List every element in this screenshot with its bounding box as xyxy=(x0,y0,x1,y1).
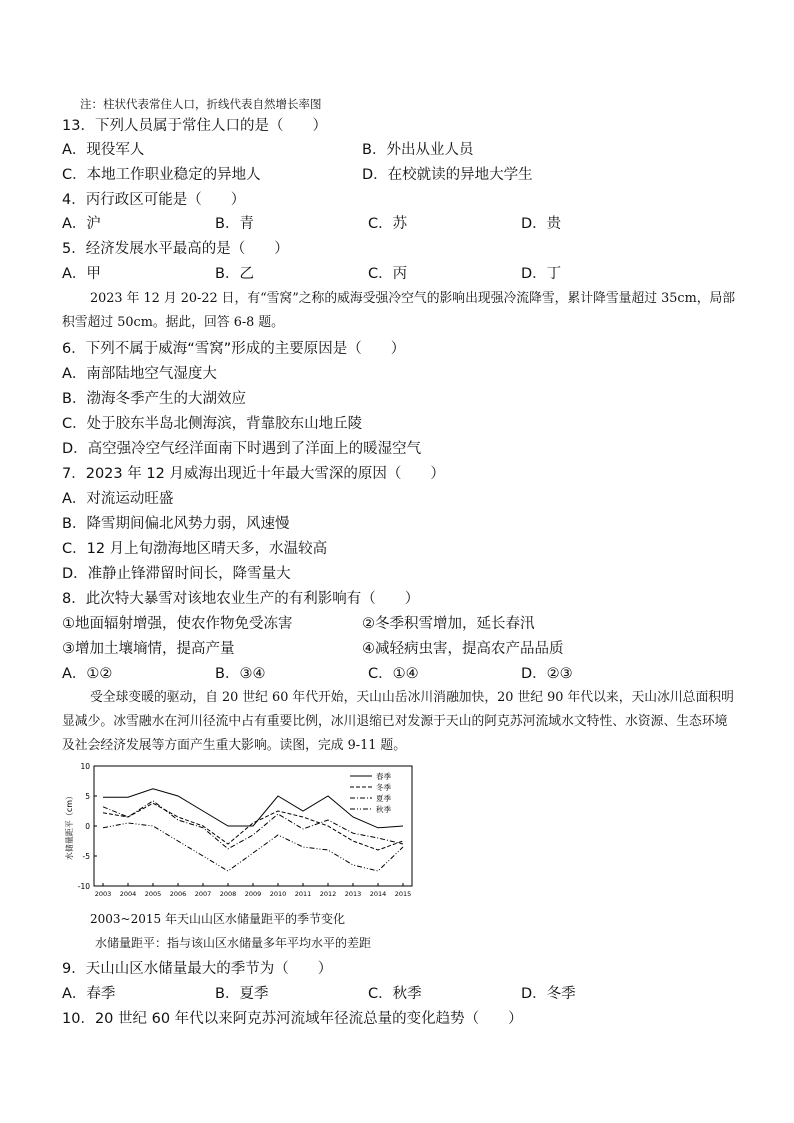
item-1: ①地面辐射增强，使农作物免受冻害 xyxy=(62,616,293,632)
option-a[interactable]: A．南部陆地空气湿度大 xyxy=(62,366,217,382)
x-tick-label: 2011 xyxy=(294,890,312,898)
question-5-options xyxy=(62,264,674,284)
option-d[interactable]: D．②③ xyxy=(521,666,573,682)
option-c[interactable]: C．丙 xyxy=(368,266,408,282)
y-tick-label: 5 xyxy=(85,792,90,801)
question-9-stem: 9．天山山区水储量最大的季节为（ ） xyxy=(62,961,333,977)
option-b[interactable]: B．乙 xyxy=(215,266,254,282)
option-a[interactable]: A．①② xyxy=(62,666,113,682)
option-c[interactable]: C．①④ xyxy=(368,666,419,682)
option-b[interactable]: B．③④ xyxy=(215,666,266,682)
option-d[interactable]: D．丁 xyxy=(521,266,562,282)
question-8-items-row2 xyxy=(62,639,662,659)
x-tick-label: 2015 xyxy=(394,890,412,898)
option-a[interactable]: A．对流运动旺盛 xyxy=(62,491,174,507)
x-tick-label: 2014 xyxy=(369,890,387,898)
option-c[interactable]: C．秋季 xyxy=(368,986,422,1002)
option-c[interactable]: C．本地工作职业稳定的异地人 xyxy=(62,167,261,183)
question-4-stem: 4．丙行政区可能是（ ） xyxy=(62,192,246,208)
question-6-stem: 6．下列不属于威海“雪窝”形成的主要原因是（ ） xyxy=(62,341,406,357)
option-a[interactable]: A．甲 xyxy=(62,266,101,282)
x-tick-label: 2003 xyxy=(94,890,112,898)
question-13-stem: 13．下列人员属于常住人口的是（ ） xyxy=(62,118,327,134)
series-line-3 xyxy=(103,801,403,849)
option-d[interactable]: D．在校就读的异地大学生 xyxy=(362,167,533,183)
option-d[interactable]: D．贵 xyxy=(521,216,562,232)
option-c[interactable]: C．苏 xyxy=(368,216,408,232)
x-tick-label: 2007 xyxy=(194,890,212,898)
y-tick-label: -5 xyxy=(82,852,90,861)
item-4: ④减轻病虫害，提高农产品品质 xyxy=(362,641,564,657)
x-tick-label: 2005 xyxy=(144,890,162,898)
y-tick-label: -10 xyxy=(77,882,90,891)
item-3: ③增加土壤墒情，提高产量 xyxy=(62,641,235,657)
x-tick-label: 2012 xyxy=(319,890,337,898)
chart-caption: 2003~2015 年天山山区水储量距平的季节变化 xyxy=(90,912,345,926)
option-c[interactable]: C．处于胶东半岛北侧海滨，背靠胶东山地丘陵 xyxy=(62,416,363,432)
option-b[interactable]: B．渤海冬季产生的大湖效应 xyxy=(62,391,246,407)
question-13-options-row2 xyxy=(62,165,662,185)
question-8-items-row1 xyxy=(62,614,662,634)
option-b[interactable]: B．夏季 xyxy=(215,986,269,1002)
water-storage-chart xyxy=(62,760,422,902)
question-4-options xyxy=(62,214,674,234)
x-tick-label: 2009 xyxy=(244,890,262,898)
question-10-stem: 10．20 世纪 60 年代以来阿克苏河流域年径流总量的变化趋势（ ） xyxy=(62,1011,523,1027)
figure-note: 注：柱状代表常住人口，折线代表自然增长率图 xyxy=(80,97,322,111)
option-a[interactable]: A．沪 xyxy=(62,216,101,232)
option-b[interactable]: B．降雪期间偏北风势力弱，风速慢 xyxy=(62,516,290,532)
question-13-options-row1 xyxy=(62,140,662,160)
y-tick-label: 0 xyxy=(85,822,90,831)
x-tick-label: 2013 xyxy=(344,890,362,898)
option-c[interactable]: C．12 月上旬渤海地区晴天多，水温较高 xyxy=(62,541,328,557)
option-d[interactable]: D．冬季 xyxy=(521,986,576,1002)
question-5-stem: 5．经济发展水平最高的是（ ） xyxy=(62,241,289,257)
x-tick-label: 2006 xyxy=(169,890,187,898)
question-9-options xyxy=(62,984,674,1004)
passage-tianshan-glacier: 受全球变暖的驱动，自 20 世纪 60 年代开始，天山山岳冰川消融加快，20 世纪 90 年代以来，天山冰川总面积明显减少。冰雪融水在河川径流中占有重要比例，冰川退缩已对发源于天山的阿克苏河流域水文特性、水资源、生态环境及社会经济发展等方面产生重大影响。读图，完成 9-11 题。 xyxy=(62,690,734,753)
passage-snowfall: 2023 年 12 月 20-22 日，有“雪窝”之称的威海受强冷空气的影响出现强冷流降雪，累计降雪量超过 35cm，局部积雪超过 50cm。据此，回答 6-8 题。 xyxy=(62,291,736,330)
x-tick-label: 2010 xyxy=(269,890,287,898)
legend-label: 秋季 xyxy=(376,805,391,814)
series-line-4 xyxy=(103,823,403,871)
legend-label: 夏季 xyxy=(376,794,391,803)
x-tick-label: 2008 xyxy=(219,890,237,898)
option-d[interactable]: D．准静止锋滞留时间长，降雪量大 xyxy=(62,566,291,582)
item-2: ②冬季积雪增加，延长春汛 xyxy=(362,616,535,632)
option-a[interactable]: A．现役军人 xyxy=(62,142,145,158)
question-8-options xyxy=(62,664,674,684)
question-8-stem: 8．此次特大暴雪对该地农业生产的有利影响有（ ） xyxy=(62,591,420,607)
option-d[interactable]: D．高空强冷空气经洋面南下时遇到了洋面上的暖湿空气 xyxy=(62,441,422,457)
chart-note: 水储量距平：指与该山区水储量多年平均水平的差距 xyxy=(95,936,372,950)
option-b[interactable]: B．青 xyxy=(215,216,254,232)
x-tick-label: 2004 xyxy=(119,890,137,898)
legend-label: 春季 xyxy=(376,772,391,781)
question-7-stem: 7．2023 年 12 月威海出现近十年最大雪深的原因（ ） xyxy=(62,466,445,482)
series-line-1 xyxy=(103,789,403,828)
option-b[interactable]: B．外出从业人员 xyxy=(362,142,474,158)
y-axis-label: 水储量距平（cm） xyxy=(65,791,74,861)
option-a[interactable]: A．春季 xyxy=(62,986,116,1002)
y-tick-label: 10 xyxy=(80,762,90,771)
legend-label: 冬季 xyxy=(376,783,391,792)
series-line-2 xyxy=(103,803,403,850)
